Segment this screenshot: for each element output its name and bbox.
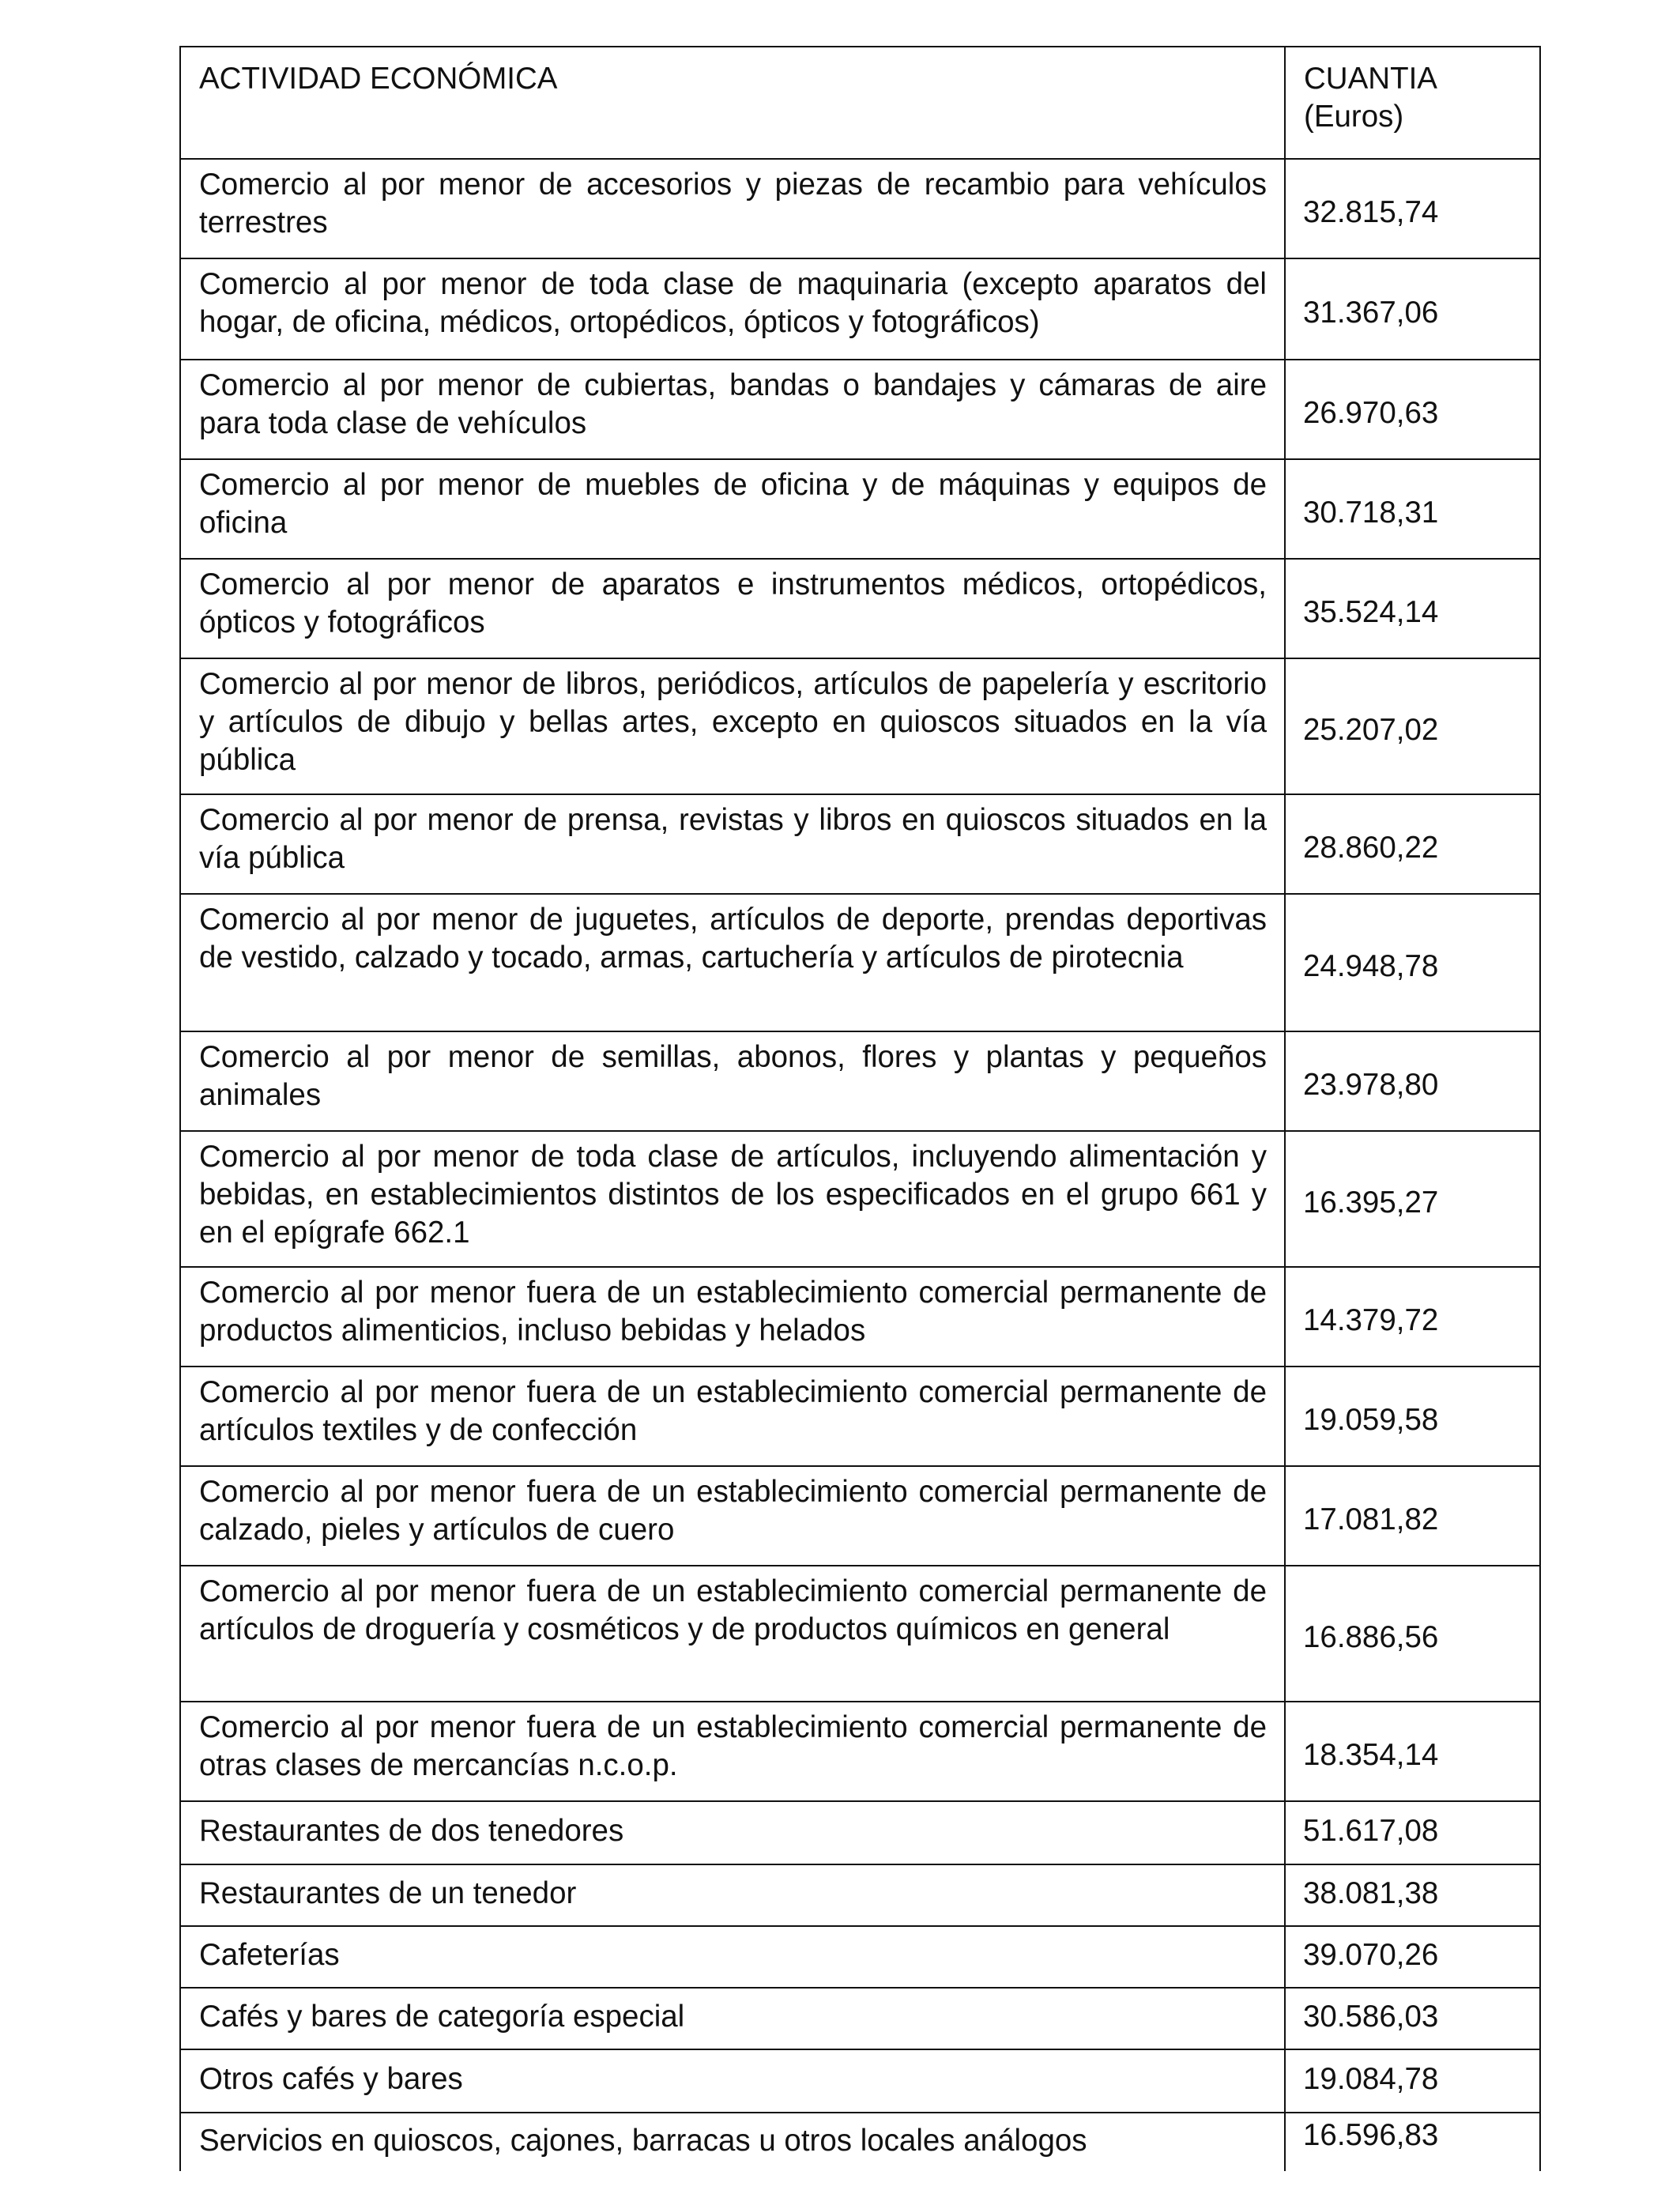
header-amount-label: CUANTIA bbox=[1304, 62, 1437, 96]
amount-cell: 51.617,08 bbox=[1285, 1801, 1540, 1864]
table-row bbox=[180, 559, 1540, 658]
amount-cell: 16.886,56 bbox=[1285, 1566, 1540, 1702]
activity-cell: Comercio al por menor fuera de un establecimiento comercial permanente de calzado, pieles y artículos de cuero bbox=[180, 1466, 1285, 1566]
activity-cell: Comercio al por menor de toda clase de artículos, incluyendo alimentación y bebidas, en establecimientos distintos de los especificados en el grupo 661 y en el epígrafe 662.1 bbox=[180, 1131, 1285, 1267]
amount-cell: 19.084,78 bbox=[1285, 2049, 1540, 2113]
table-row bbox=[180, 658, 1540, 794]
activity-cell: Comercio al por menor de toda clase de maquinaria (excepto aparatos del hogar, de oficina, médicos, ortopédicos, ópticos y fotográficos) bbox=[180, 258, 1285, 360]
amount-cell: 16.596,83 bbox=[1285, 2113, 1540, 2171]
table-row bbox=[180, 1466, 1540, 1566]
amount-cell: 17.081,82 bbox=[1285, 1466, 1540, 1566]
amount-cell: 23.978,80 bbox=[1285, 1031, 1540, 1131]
amount-cell: 35.524,14 bbox=[1285, 559, 1540, 658]
activity-cell: Cafeterías bbox=[180, 1926, 1285, 1988]
table-row bbox=[180, 1864, 1540, 1926]
activity-cell: Restaurantes de dos tenedores bbox=[180, 1801, 1285, 1864]
amount-cell: 31.367,06 bbox=[1285, 258, 1540, 360]
table-row bbox=[180, 2113, 1540, 2171]
activity-cell: Cafés y bares de categoría especial bbox=[180, 1988, 1285, 2049]
activity-cell: Comercio al por menor de accesorios y piezas de recambio para vehículos terrestres bbox=[180, 159, 1285, 258]
table-row bbox=[180, 1801, 1540, 1864]
table-row bbox=[180, 2049, 1540, 2113]
amount-cell: 25.207,02 bbox=[1285, 658, 1540, 794]
table-row bbox=[180, 1702, 1540, 1801]
activity-cell: Comercio al por menor de aparatos e instrumentos médicos, ortopédicos, ópticos y fotográficos bbox=[180, 559, 1285, 658]
activity-cell: Comercio al por menor fuera de un establecimiento comercial permanente de artículos de droguería y cosméticos y de productos químicos en general bbox=[180, 1566, 1285, 1702]
table-row bbox=[180, 1131, 1540, 1267]
table-row bbox=[180, 794, 1540, 894]
activity-cell: Comercio al por menor fuera de un establecimiento comercial permanente de productos alimenticios, incluso bebidas y helados bbox=[180, 1267, 1285, 1367]
header-activity: ACTIVIDAD ECONÓMICA bbox=[180, 47, 1285, 159]
amount-cell: 30.586,03 bbox=[1285, 1988, 1540, 2049]
header-amount bbox=[1285, 47, 1540, 159]
activity-cell: Comercio al por menor fuera de un establecimiento comercial permanente de otras clases de mercancías n.c.o.p. bbox=[180, 1702, 1285, 1801]
activity-cell: Comercio al por menor de libros, periódicos, artículos de papelería y escritorio y artículos de dibujo y bellas artes, excepto en quioscos situados en la vía pública bbox=[180, 658, 1285, 794]
activity-cell: Comercio al por menor fuera de un establecimiento comercial permanente de artículos textiles y de confección bbox=[180, 1367, 1285, 1466]
table-row bbox=[180, 459, 1540, 559]
table-row bbox=[180, 159, 1540, 258]
activity-cell: Otros cafés y bares bbox=[180, 2049, 1285, 2113]
activity-cell: Comercio al por menor de juguetes, artículos de deporte, prendas deportivas de vestido, calzado y tocado, armas, cartuchería y artículos de pirotecnia bbox=[180, 894, 1285, 1031]
table-row bbox=[180, 258, 1540, 360]
table-header-row bbox=[180, 47, 1540, 159]
table-row bbox=[180, 1926, 1540, 1988]
table-row bbox=[180, 1367, 1540, 1466]
amount-cell: 16.395,27 bbox=[1285, 1131, 1540, 1267]
activity-cell: Servicios en quioscos, cajones, barracas u otros locales análogos bbox=[180, 2113, 1285, 2171]
amount-cell: 32.815,74 bbox=[1285, 159, 1540, 258]
table-row bbox=[180, 360, 1540, 459]
amount-cell: 39.070,26 bbox=[1285, 1926, 1540, 1988]
amount-cell: 38.081,38 bbox=[1285, 1864, 1540, 1926]
amount-cell: 26.970,63 bbox=[1285, 360, 1540, 459]
table-row bbox=[180, 1566, 1540, 1702]
table-row bbox=[180, 894, 1540, 1031]
amount-cell: 30.718,31 bbox=[1285, 459, 1540, 559]
activity-cell: Comercio al por menor de prensa, revistas y libros en quioscos situados en la vía pública bbox=[180, 794, 1285, 894]
activity-amount-table bbox=[179, 46, 1541, 2171]
amount-cell: 18.354,14 bbox=[1285, 1702, 1540, 1801]
header-amount-unit: (Euros) bbox=[1304, 100, 1404, 134]
activity-cell: Comercio al por menor de semillas, abonos, flores y plantas y pequeños animales bbox=[180, 1031, 1285, 1131]
table-row bbox=[180, 1988, 1540, 2049]
amount-cell: 28.860,22 bbox=[1285, 794, 1540, 894]
activity-cell: Comercio al por menor de cubiertas, bandas o bandajes y cámaras de aire para toda clase de vehículos bbox=[180, 360, 1285, 459]
activity-cell: Restaurantes de un tenedor bbox=[180, 1864, 1285, 1926]
amount-cell: 14.379,72 bbox=[1285, 1267, 1540, 1367]
table-row bbox=[180, 1031, 1540, 1131]
activity-cell: Comercio al por menor de muebles de oficina y de máquinas y equipos de oficina bbox=[180, 459, 1285, 559]
amount-cell: 24.948,78 bbox=[1285, 894, 1540, 1031]
table-row bbox=[180, 1267, 1540, 1367]
amount-cell: 19.059,58 bbox=[1285, 1367, 1540, 1466]
